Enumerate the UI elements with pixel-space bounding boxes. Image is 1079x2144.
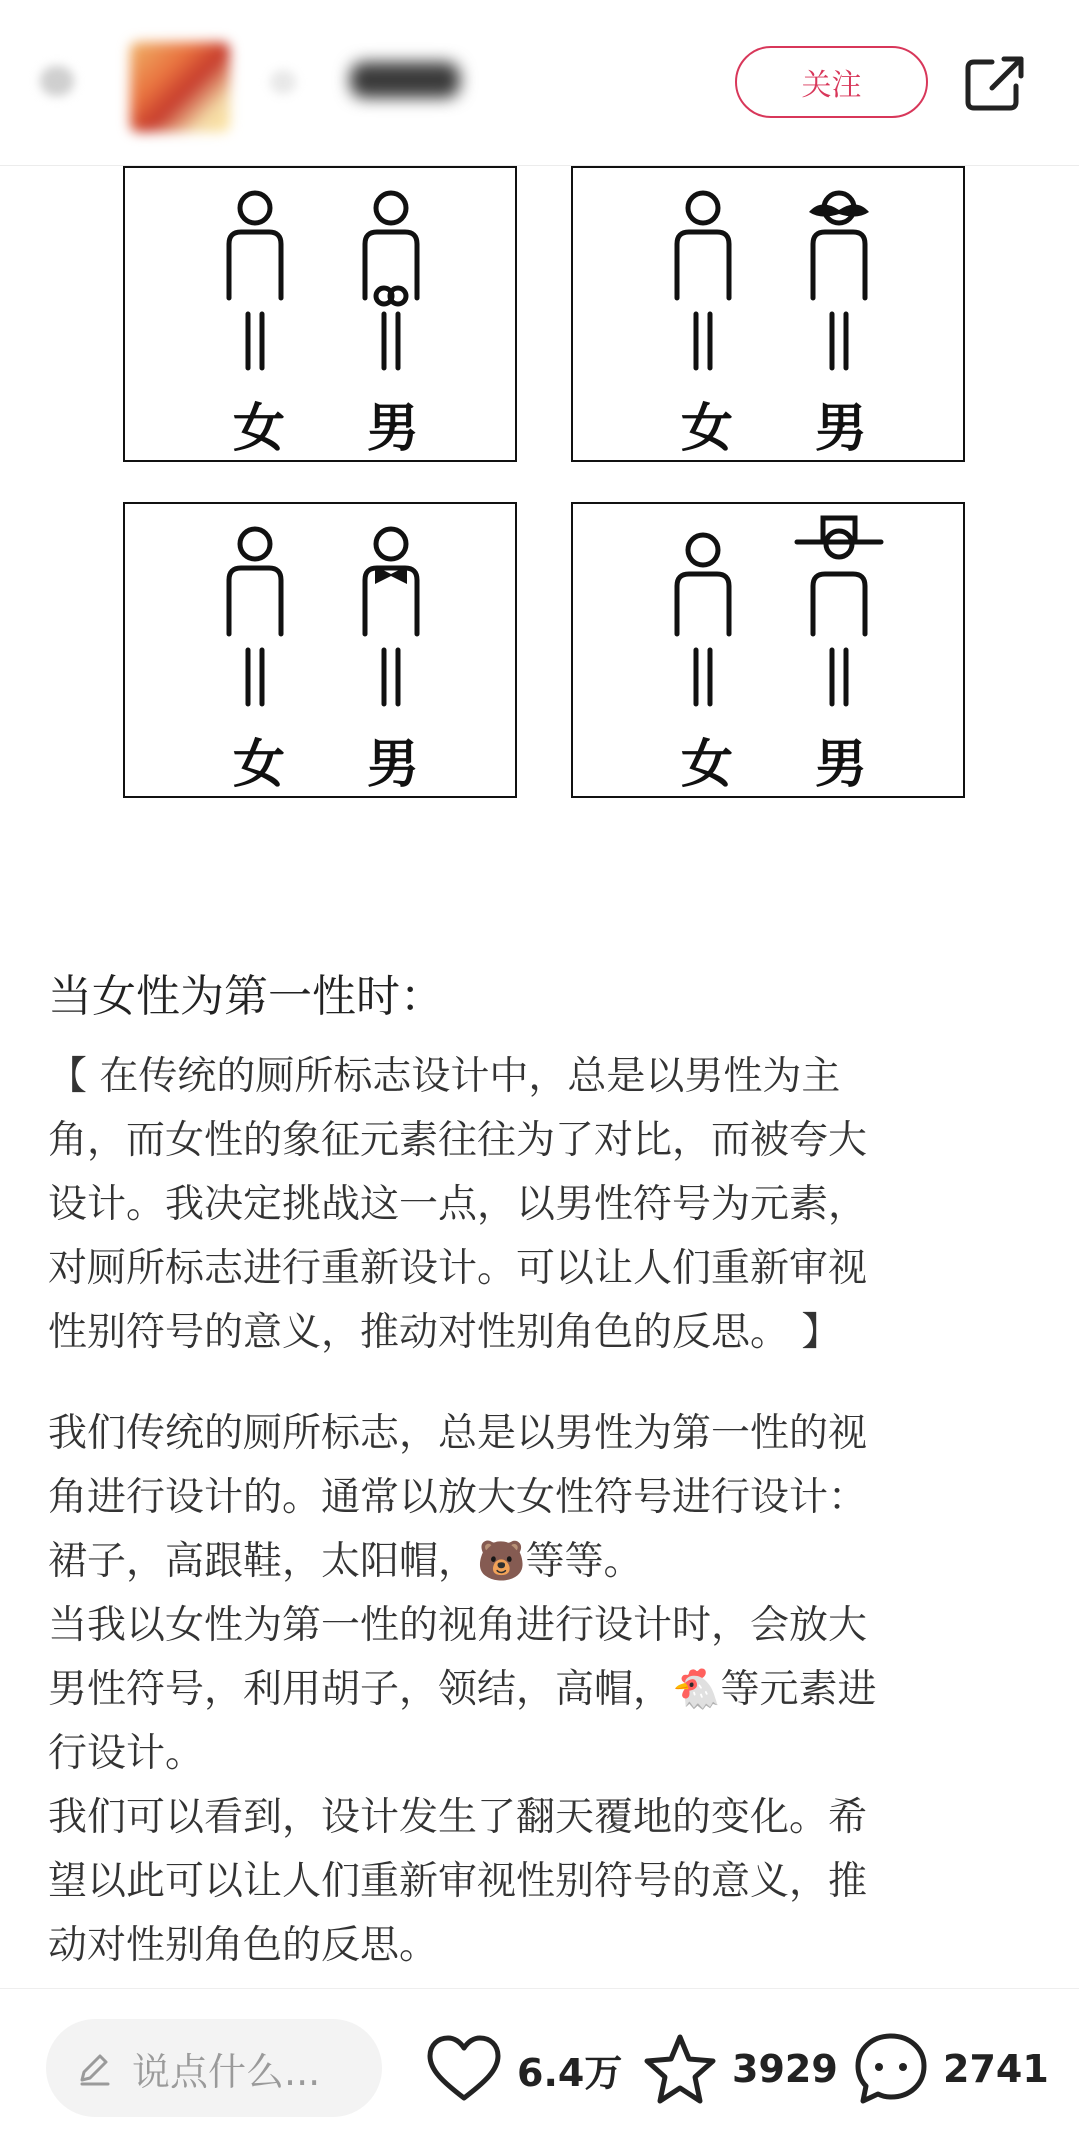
female-label: 女: [681, 399, 734, 459]
comment-count: 2741: [943, 2047, 1049, 2091]
sign-image-genitals[interactable]: [123, 166, 517, 462]
paragraph-line: 对厕所标志进行重新设计。可以让人们重新审视: [48, 1246, 868, 1291]
like-count: 6.4万: [517, 2050, 623, 2095]
male-label: 男: [367, 399, 420, 459]
paragraph-line: 动对性别角色的反思。: [48, 1923, 439, 1968]
male-label: 男: [815, 399, 868, 459]
paragraph-line: 设计。我决定挑战这一点，以男性符号为元素，: [48, 1182, 868, 1227]
back-icon[interactable]: [40, 66, 74, 96]
restroom-figures-icon: [573, 504, 967, 800]
article-paragraph-2: [48, 1402, 1028, 1978]
male-label: 男: [367, 735, 420, 795]
female-label: 女: [233, 735, 286, 795]
favorite-count: 3929: [732, 2047, 838, 2091]
comment-placeholder: 说点什么...: [132, 2049, 321, 2094]
paragraph-line: 我们可以看到，设计发生了翻天覆地的变化。希: [48, 1795, 868, 1840]
heart-icon: [425, 2034, 503, 2104]
article-paragraph-1: [48, 1045, 1028, 1365]
comment-button[interactable]: [853, 2029, 1049, 2109]
share-icon[interactable]: [964, 54, 1026, 112]
female-label: 女: [233, 399, 286, 459]
paragraph-line: 性别符号的意义，推动对性别角色的反思。 】: [48, 1310, 841, 1355]
sign-image-bowtie[interactable]: [123, 502, 517, 798]
female-label: 女: [681, 735, 734, 795]
star-icon: [642, 2032, 718, 2106]
favorite-button[interactable]: [642, 2029, 838, 2109]
article-heading: 当女性为第一性时：: [48, 971, 444, 1022]
comment-input[interactable]: [46, 2019, 382, 2117]
paragraph-line: 角，而女性的象征元素往往为了对比，而被夸大: [48, 1118, 868, 1163]
sign-image-top-hat[interactable]: [571, 502, 965, 798]
chat-bubble-icon: [853, 2031, 929, 2107]
follow-label: 关注: [801, 68, 862, 103]
paragraph-line: 男性符号，利用胡子，领结，高帽，🐔等元素进: [48, 1667, 877, 1712]
follow-button[interactable]: [735, 46, 928, 118]
author-avatar[interactable]: [130, 42, 230, 132]
like-button[interactable]: [425, 2029, 622, 2109]
restroom-figures-icon: [125, 168, 519, 464]
male-label: 男: [815, 735, 868, 795]
restroom-figures-icon: [573, 168, 967, 464]
paragraph-line: 行设计。: [48, 1731, 205, 1776]
restroom-figures-icon: [125, 504, 519, 800]
sign-image-mustache[interactable]: [571, 166, 965, 462]
pencil-icon: [74, 2048, 114, 2088]
paragraph-line: 我们传统的厕所标志，总是以男性为第一性的视: [48, 1411, 868, 1456]
paragraph-line: 裙子，高跟鞋，太阳帽，🐻等等。: [48, 1539, 643, 1584]
author-badge: [270, 70, 296, 94]
author-name[interactable]: [350, 62, 460, 98]
bottom-action-bar: [0, 1988, 1079, 2144]
paragraph-line: 当我以女性为第一性的视角进行设计时，会放大: [48, 1603, 868, 1648]
paragraph-line: 望以此可以让人们重新审视性别符号的意义，推: [48, 1859, 868, 1904]
top-bar: [0, 0, 1079, 166]
paragraph-line: 角进行设计的。通常以放大女性符号进行设计：: [48, 1475, 868, 1520]
paragraph-line: 【 在传统的厕所标志设计中，总是以男性为主: [48, 1054, 841, 1099]
